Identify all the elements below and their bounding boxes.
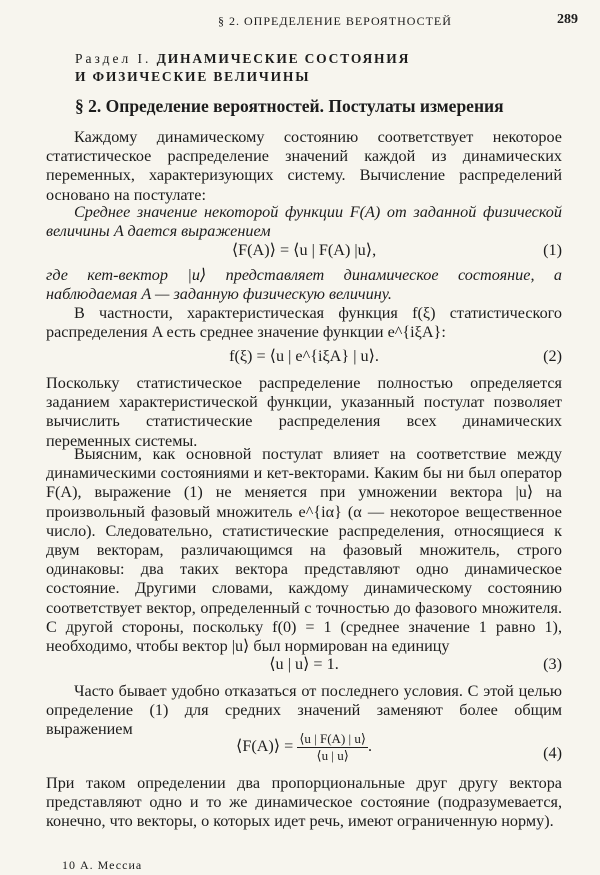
paragraph-normalization: Часто бывает удобно отказаться от последнего условия. С этой целью определение (1) для средних значений заменяют более общим выражением bbox=[46, 682, 562, 739]
paragraph-proportional: При таком определении два пропорциональные друг другу вектора представляют одно и то же динамическое состояние (подразумевается, конечно, что векторы, о которых идет речь, имеют ограниченную норму). bbox=[46, 774, 562, 831]
equation-4-fraction bbox=[297, 731, 368, 764]
postulate-text: Среднее значение некоторой функции F(A) от заданной физической величины A дается выражением bbox=[46, 203, 562, 241]
running-head: § 2. ОПРЕДЕЛЕНИЕ ВЕРОЯТНОСТЕЙ bbox=[218, 14, 452, 28]
equation-2-expr: f(ξ) = ⟨u | e^{iξA} | u⟩. bbox=[229, 347, 379, 365]
ket-vector-note: где кет-вектор |u⟩ представляет динамическое состояние, а наблюдаемая A — заданную физическую величину. bbox=[46, 266, 562, 304]
section-label: Раздел I. bbox=[75, 51, 152, 66]
equation-4-tail: . bbox=[367, 737, 372, 756]
equation-1-number: (1) bbox=[543, 241, 562, 259]
paragraph-distribution: Поскольку статистическое распределение полностью определяется заданием характеристической функции, указанный постулат позволяет вычислить статистические распределения всех динамических переменных системы. bbox=[46, 374, 562, 450]
subsection-title: § 2. Определение вероятностей. Постулаты измерения bbox=[75, 96, 504, 116]
equation-4-expr bbox=[46, 731, 562, 764]
paragraph-phase: Выясним, как основной постулат влияет на соответствие между динамическими состояниями и кет-векторами. Каким бы ни был оператор F(A), выражение (1) не меняется при умножении вектора |u⟩ на произвольный фазовый множитель e^{iα} (α — некоторое вещественное число). Следовательно, статистические распределения, относящиеся к двум векторам, различающимся на фазовый множитель, строго одинаковы: два таких вектора представляют одно динамическое состояние. Другими словами, каждому динамическому состоянию соответствует вектор, определенный с точностью до фазового множителя. С другой стороны, поскольку f(0) = 1 (среднее значение 1 равно 1), необходимо, чтобы вектор |u⟩ был нормирован на единицу bbox=[46, 445, 562, 656]
paragraph-characteristic: В частности, характеристическая функция f(ξ) статистического распределения A есть среднее значение функции e^{iξA}: bbox=[46, 304, 562, 342]
equation-1-expr: ⟨F(A)⟩ = ⟨u | F(A) |u⟩, bbox=[231, 241, 377, 259]
equation-4-lhs: ⟨F(A)⟩ = bbox=[236, 737, 294, 756]
equation-3-expr: ⟨u | u⟩ = 1. bbox=[269, 655, 339, 673]
equation-4-number: (4) bbox=[543, 744, 562, 762]
footer-signature: 10 А. Мессиа bbox=[62, 858, 143, 872]
equation-4-denominator: ⟨u | u⟩ bbox=[316, 748, 349, 763]
paragraph-intro: Каждому динамическому состоянию соответствует некоторое статистическое распределение значений каждой из динамических переменных, характеризующих систему. Вычисление распределений основано на постулате: bbox=[46, 128, 562, 204]
equation-3-number: (3) bbox=[543, 655, 562, 673]
page-number: 289 bbox=[557, 12, 578, 27]
equation-2-number: (2) bbox=[543, 347, 562, 365]
section-title-line2: И ФИЗИЧЕСКИЕ ВЕЛИЧИНЫ bbox=[75, 69, 311, 84]
section-title-line1: ДИНАМИЧЕСКИЕ СОСТОЯНИЯ bbox=[156, 51, 411, 66]
section-heading bbox=[75, 50, 515, 86]
equation-4-numerator: ⟨u | F(A) | u⟩ bbox=[299, 731, 366, 746]
